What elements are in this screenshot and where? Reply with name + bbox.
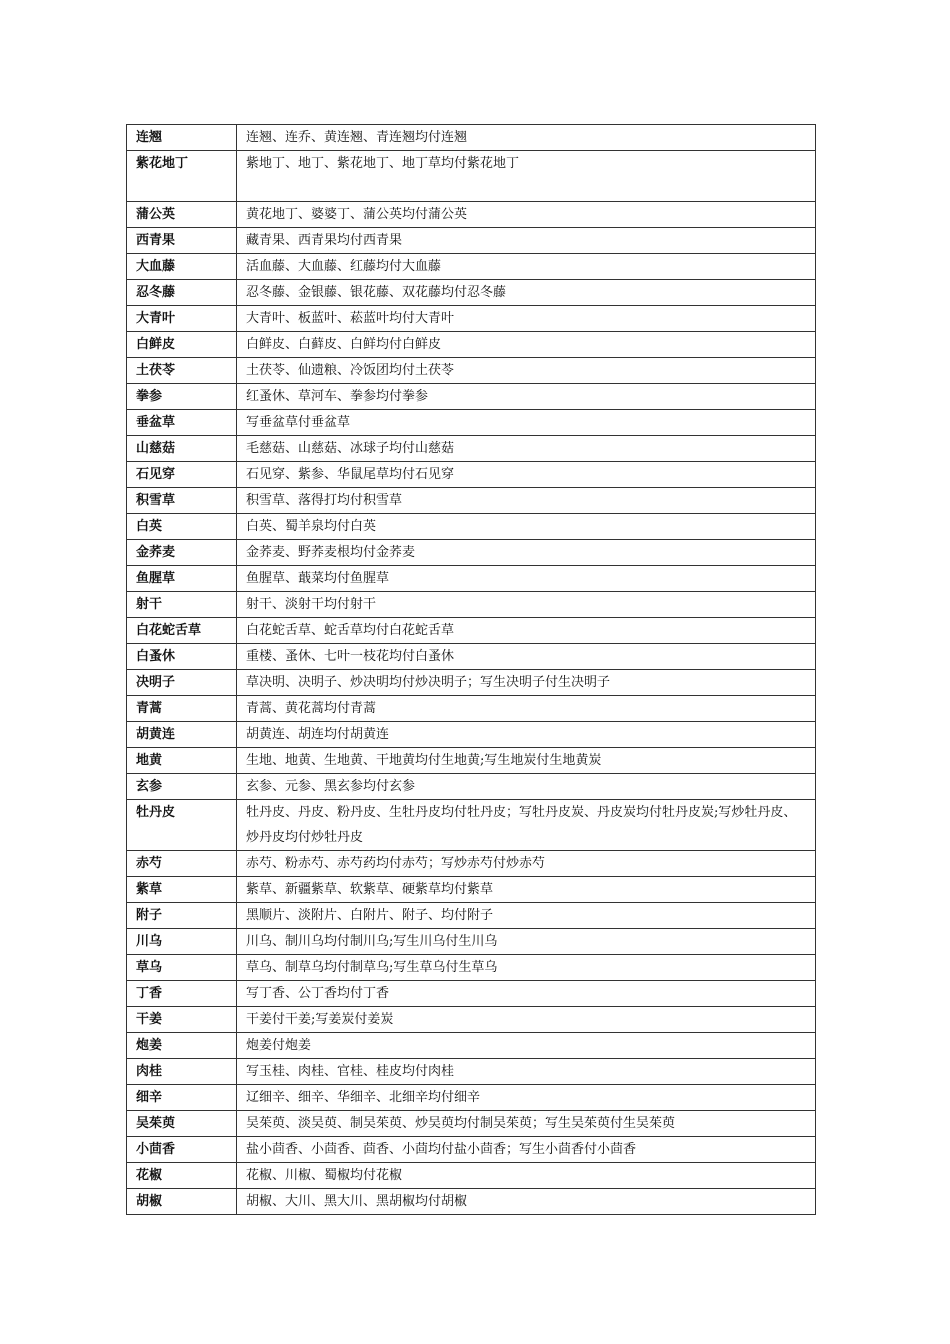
table-row bbox=[127, 384, 816, 410]
herb-description-cell: 重楼、蚤休、七叶一枝花均付白蚤休 bbox=[237, 644, 816, 670]
table-row bbox=[127, 929, 816, 955]
herb-name-cell: 决明子 bbox=[127, 670, 237, 696]
herb-name-cell: 川乌 bbox=[127, 929, 237, 955]
herb-description-cell: 石见穿、紫参、华鼠尾草均付石见穿 bbox=[237, 462, 816, 488]
table-row bbox=[127, 981, 816, 1007]
table-row bbox=[127, 592, 816, 618]
herb-name-cell: 山慈菇 bbox=[127, 436, 237, 462]
herb-description-cell: 胡椒、大川、黑大川、黑胡椒均付胡椒 bbox=[237, 1189, 816, 1215]
table-row bbox=[127, 774, 816, 800]
herb-name-cell: 忍冬藤 bbox=[127, 280, 237, 306]
table-row bbox=[127, 566, 816, 592]
herb-name-cell: 积雪草 bbox=[127, 488, 237, 514]
herb-description-cell: 忍冬藤、金银藤、银花藤、双花藤均付忍冬藤 bbox=[237, 280, 816, 306]
herb-description-cell: 大青叶、板蓝叶、菘蓝叶均付大青叶 bbox=[237, 306, 816, 332]
herb-name-cell: 大青叶 bbox=[127, 306, 237, 332]
table-row bbox=[127, 332, 816, 358]
herb-description-cell: 写丁香、公丁香均付丁香 bbox=[237, 981, 816, 1007]
table-row bbox=[127, 644, 816, 670]
herb-description-cell: 草决明、决明子、炒决明均付炒决明子；写生决明子付生决明子 bbox=[237, 670, 816, 696]
herb-description-cell: 红蚤休、草河车、拳参均付拳参 bbox=[237, 384, 816, 410]
herb-table bbox=[126, 124, 816, 1215]
herb-name-cell: 鱼腥草 bbox=[127, 566, 237, 592]
herb-description-cell: 胡黄连、胡连均付胡黄连 bbox=[237, 722, 816, 748]
herb-description-cell: 干姜付干姜;写姜炭付姜炭 bbox=[237, 1007, 816, 1033]
herb-name-cell: 花椒 bbox=[127, 1163, 237, 1189]
herb-name-cell: 附子 bbox=[127, 903, 237, 929]
herb-name-cell: 大血藤 bbox=[127, 254, 237, 280]
herb-description-cell: 盐小茴香、小茴香、茴香、小茴均付盐小茴香；写生小茴香付小茴香 bbox=[237, 1137, 816, 1163]
table-row bbox=[127, 1137, 816, 1163]
herb-name-cell: 石见穿 bbox=[127, 462, 237, 488]
herb-name-cell: 小茴香 bbox=[127, 1137, 237, 1163]
table-row bbox=[127, 228, 816, 254]
table-row bbox=[127, 358, 816, 384]
herb-description-cell: 赤芍、粉赤芍、赤芍药均付赤芍；写炒赤芍付炒赤芍 bbox=[237, 851, 816, 877]
table-row bbox=[127, 436, 816, 462]
table-row bbox=[127, 670, 816, 696]
table-row bbox=[127, 851, 816, 877]
herb-description-cell: 白鲜皮、白藓皮、白鲜均付白鲜皮 bbox=[237, 332, 816, 358]
table-row bbox=[127, 955, 816, 981]
table-row bbox=[127, 488, 816, 514]
herb-name-cell: 西青果 bbox=[127, 228, 237, 254]
herb-name-cell: 连翘 bbox=[127, 125, 237, 151]
herb-name-cell: 草乌 bbox=[127, 955, 237, 981]
herb-description-cell: 积雪草、落得打均付积雪草 bbox=[237, 488, 816, 514]
herb-description-cell: 草乌、制草乌均付制草乌;写生草乌付生草乌 bbox=[237, 955, 816, 981]
herb-name-cell: 紫花地丁 bbox=[127, 151, 237, 202]
table-row bbox=[127, 800, 816, 851]
herb-table-body bbox=[127, 125, 816, 1215]
herb-description-cell: 毛慈菇、山慈菇、冰球子均付山慈菇 bbox=[237, 436, 816, 462]
herb-description-cell: 活血藤、大血藤、红藤均付大血藤 bbox=[237, 254, 816, 280]
table-row bbox=[127, 514, 816, 540]
table-row bbox=[127, 151, 816, 202]
herb-name-cell: 吴茱萸 bbox=[127, 1111, 237, 1137]
table-row bbox=[127, 1007, 816, 1033]
herb-name-cell: 干姜 bbox=[127, 1007, 237, 1033]
herb-name-cell: 白鲜皮 bbox=[127, 332, 237, 358]
herb-description-cell: 吴茱萸、淡吴萸、制吴茱萸、炒吴萸均付制吴茱萸；写生吴茱萸付生吴茱萸 bbox=[237, 1111, 816, 1137]
table-row bbox=[127, 618, 816, 644]
herb-description-cell: 牡丹皮、丹皮、粉丹皮、生牡丹皮均付牡丹皮；写牡丹皮炭、丹皮炭均付牡丹皮炭;写炒牡丹皮、炒丹皮均付炒牡丹皮 bbox=[237, 800, 816, 851]
herb-name-cell: 白英 bbox=[127, 514, 237, 540]
herb-description-cell: 辽细辛、细辛、华细辛、北细辛均付细辛 bbox=[237, 1085, 816, 1111]
herb-name-cell: 射干 bbox=[127, 592, 237, 618]
table-row bbox=[127, 903, 816, 929]
herb-description-cell: 玄参、元参、黑玄参均付玄参 bbox=[237, 774, 816, 800]
table-row bbox=[127, 722, 816, 748]
herb-name-cell: 蒲公英 bbox=[127, 202, 237, 228]
herb-name-cell: 赤芍 bbox=[127, 851, 237, 877]
table-row bbox=[127, 1033, 816, 1059]
herb-description-cell: 炮姜付炮姜 bbox=[237, 1033, 816, 1059]
table-row bbox=[127, 877, 816, 903]
table-row bbox=[127, 306, 816, 332]
herb-description-cell: 射干、淡射干均付射干 bbox=[237, 592, 816, 618]
table-row bbox=[127, 1059, 816, 1085]
table-row bbox=[127, 1189, 816, 1215]
table-row bbox=[127, 202, 816, 228]
herb-description-cell: 鱼腥草、蕺菜均付鱼腥草 bbox=[237, 566, 816, 592]
herb-description-cell: 土茯苓、仙遗粮、冷饭团均付土茯苓 bbox=[237, 358, 816, 384]
table-row bbox=[127, 748, 816, 774]
herb-description-cell: 写玉桂、肉桂、官桂、桂皮均付肉桂 bbox=[237, 1059, 816, 1085]
table-row bbox=[127, 254, 816, 280]
herb-name-cell: 青蒿 bbox=[127, 696, 237, 722]
herb-description-cell: 黑顺片、淡附片、白附片、附子、均付附子 bbox=[237, 903, 816, 929]
herb-description-cell: 白花蛇舌草、蛇舌草均付白花蛇舌草 bbox=[237, 618, 816, 644]
herb-description-cell: 黄花地丁、婆婆丁、蒲公英均付蒲公英 bbox=[237, 202, 816, 228]
herb-name-cell: 肉桂 bbox=[127, 1059, 237, 1085]
herb-name-cell: 拳参 bbox=[127, 384, 237, 410]
table-row bbox=[127, 125, 816, 151]
herb-description-cell: 花椒、川椒、蜀椒均付花椒 bbox=[237, 1163, 816, 1189]
herb-name-cell: 地黄 bbox=[127, 748, 237, 774]
table-row bbox=[127, 1085, 816, 1111]
herb-name-cell: 土茯苓 bbox=[127, 358, 237, 384]
table-row bbox=[127, 462, 816, 488]
herb-description-cell: 紫地丁、地丁、紫花地丁、地丁草均付紫花地丁 bbox=[237, 151, 816, 202]
herb-name-cell: 牡丹皮 bbox=[127, 800, 237, 851]
herb-name-cell: 金荞麦 bbox=[127, 540, 237, 566]
herb-name-cell: 胡黄连 bbox=[127, 722, 237, 748]
herb-description-cell: 写垂盆草付垂盆草 bbox=[237, 410, 816, 436]
herb-name-cell: 炮姜 bbox=[127, 1033, 237, 1059]
table-row bbox=[127, 1163, 816, 1189]
table-row bbox=[127, 540, 816, 566]
herb-description-cell: 金荞麦、野荞麦根均付金荞麦 bbox=[237, 540, 816, 566]
herb-name-cell: 紫草 bbox=[127, 877, 237, 903]
herb-description-cell: 藏青果、西青果均付西青果 bbox=[237, 228, 816, 254]
herb-name-cell: 胡椒 bbox=[127, 1189, 237, 1215]
herb-name-cell: 垂盆草 bbox=[127, 410, 237, 436]
herb-table-container bbox=[126, 124, 816, 1215]
herb-description-cell: 白英、蜀羊泉均付白英 bbox=[237, 514, 816, 540]
herb-name-cell: 白花蛇舌草 bbox=[127, 618, 237, 644]
table-row bbox=[127, 1111, 816, 1137]
herb-description-cell: 生地、地黄、生地黄、干地黄均付生地黄;写生地炭付生地黄炭 bbox=[237, 748, 816, 774]
herb-name-cell: 丁香 bbox=[127, 981, 237, 1007]
herb-description-cell: 川乌、制川乌均付制川乌;写生川乌付生川乌 bbox=[237, 929, 816, 955]
herb-description-cell: 紫草、新疆紫草、软紫草、硬紫草均付紫草 bbox=[237, 877, 816, 903]
herb-description-cell: 连翘、连乔、黄连翘、青连翘均付连翘 bbox=[237, 125, 816, 151]
table-row bbox=[127, 280, 816, 306]
herb-description-cell: 青蒿、黄花蒿均付青蒿 bbox=[237, 696, 816, 722]
herb-name-cell: 玄参 bbox=[127, 774, 237, 800]
herb-name-cell: 细辛 bbox=[127, 1085, 237, 1111]
table-row bbox=[127, 696, 816, 722]
herb-name-cell: 白蚤休 bbox=[127, 644, 237, 670]
table-row bbox=[127, 410, 816, 436]
